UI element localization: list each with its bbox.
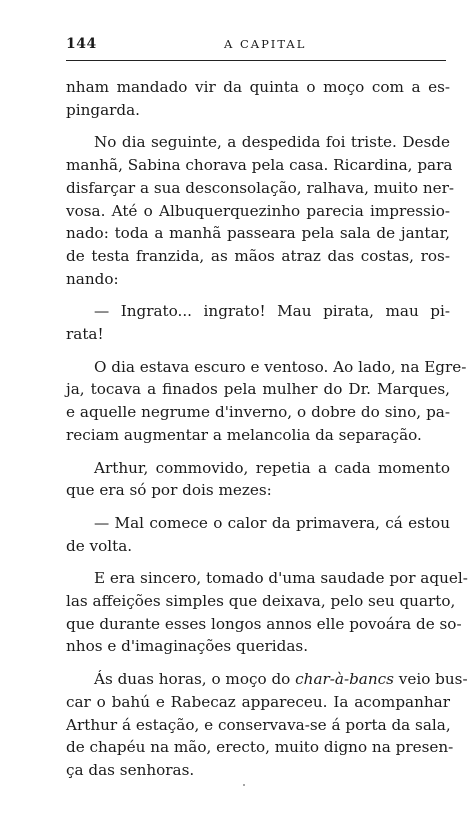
text-line: que durante esses longos annos elle povoára de so- — [66, 614, 462, 633]
text-line: — Ingrato... ingrato! Mau pirata, mau pi- — [94, 302, 450, 321]
text-line: ja, tocava a finados pela mulher do Dr. Marques, — [66, 380, 450, 399]
running-head: A CAPITAL — [224, 37, 307, 51]
text-line: e aquelle negrume d'inverno, o dobre do sino, pa- — [66, 403, 450, 422]
paragraph — [66, 76, 450, 121]
text-line: car o bahú e Rabecaz appareceu. Ia acompanhar — [66, 692, 450, 711]
text-line — [66, 668, 468, 691]
italic-term: char-à-bancs — [295, 670, 394, 689]
text-line: nhos e d'imaginações queridas. — [66, 637, 309, 656]
text-line: las affeições simples que deixava, pelo seu quarto, — [66, 592, 456, 611]
paragraph — [66, 300, 450, 345]
text-line: manhã, Sabina chorava pela casa. Ricardina, para — [66, 156, 453, 175]
text-line: de volta. — [66, 536, 133, 555]
text-line: nham mandado vir da quinta o moço com a es- — [66, 78, 450, 96]
text-line: de chapéu na mão, erecto, muito digno na presen- — [66, 738, 454, 757]
text-line: nando: — [66, 269, 119, 288]
text-line: — Mal comece o calor da primavera, cá estou — [94, 513, 450, 532]
text-line: rata! — [66, 325, 104, 344]
body-text — [66, 76, 468, 792]
text-line: ça das senhoras. — [66, 760, 195, 779]
paragraph — [66, 512, 450, 557]
text-line: que era só por dois mezes: — [66, 481, 272, 500]
paragraph — [66, 131, 455, 290]
paper-speck — [243, 784, 245, 786]
paragraph — [66, 668, 468, 782]
text-line: reciam augmentar a melancolia da separação. — [66, 425, 422, 444]
text-line: E era sincero, tomado d'uma saudade por aquel- — [94, 569, 468, 588]
text-line: Arthur, commovido, repetia a cada momento — [94, 458, 450, 477]
text-line: vosa. Até o Albuquerquezinho parecia impressio- — [66, 201, 450, 220]
text-line: O dia estava escuro e ventoso. Ao lado, na Egre- — [94, 357, 467, 376]
page-header — [66, 36, 446, 56]
paragraph — [66, 567, 468, 658]
text-line: No dia seguinte, a despedida foi triste. Desde — [94, 133, 450, 152]
paragraph — [66, 356, 467, 447]
header-rule — [66, 60, 446, 61]
text-fragment: Ás duas horas, o moço do — [94, 670, 296, 689]
text-line: de testa franzida, as mãos atraz das costas, ros- — [66, 246, 450, 265]
text-line: nado: toda a manhã passeara pela sala de jantar, — [66, 224, 450, 243]
text-fragment: veio bus- — [393, 670, 468, 689]
page-number: 144 — [66, 36, 97, 52]
paragraph — [66, 457, 450, 502]
text-line: Arthur á estação, e conservava-se á porta da sala, — [66, 715, 451, 734]
text-line: pingarda. — [66, 100, 141, 119]
text-line: disfarçar a sua desconsolação, ralhava, muito ner- — [66, 178, 455, 197]
